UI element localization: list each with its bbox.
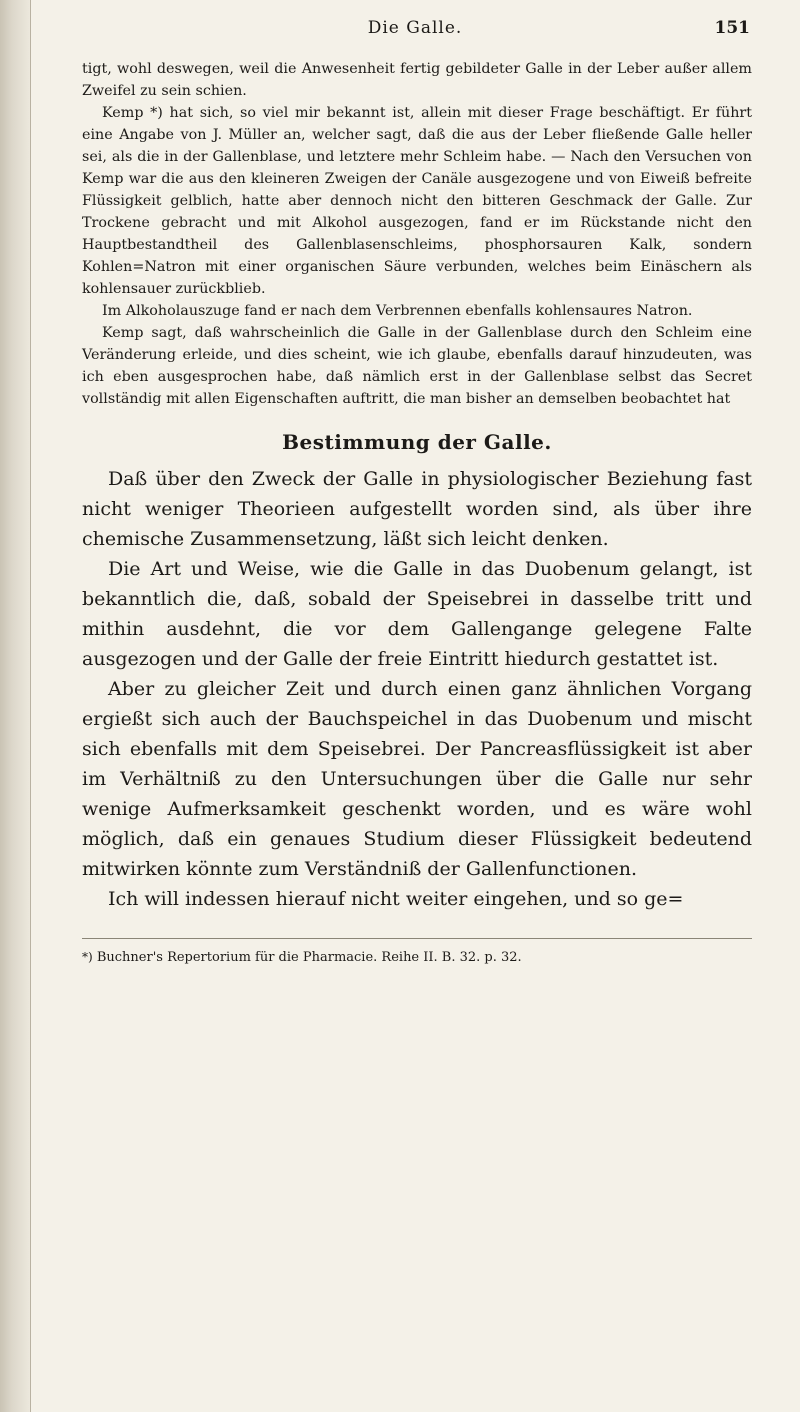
paragraph: Daß über den Zweck der Galle in physiologischer Beziehung fast nicht weniger Theorieen aufgestellt worden sind, als über ihre chemische Zusammensetzung, läßt sich leicht denken. xyxy=(82,468,752,550)
binding-gutter xyxy=(0,0,31,1412)
text-block xyxy=(82,58,752,968)
footnote-rule xyxy=(82,938,752,939)
paragraph: Im Alkoholauszuge fand er nach dem Verbrennen ebenfalls kohlensaures Natron. xyxy=(102,303,693,319)
paragraph: Ich will indessen hierauf nicht weiter eingehen, und so ge= xyxy=(108,888,684,910)
footnote-marker: *) xyxy=(82,950,93,964)
footnote-text: Buchner's Repertorium für die Pharmacie. Reihe II. B. 32. p. 32. xyxy=(96,950,522,965)
paragraph: Die Art und Weise, wie die Galle in das Duobenum gelangt, ist bekanntlich die, daß, sobald der Speisebrei in dasselbe tritt und mithin ausdehnt, die vor dem Gallengange gelegene Falte ausgezogen und der Galle der freie Eintritt hiedurch gestattet ist. xyxy=(82,558,752,670)
paragraph: Kemp sagt, daß wahrscheinlich die Galle in der Gallenblase durch den Schleim eine Veränderung erleide, und dies scheint, wie ich glaube, ebenfalls darauf hinzudeuten, was ich eben ausgesprochen habe, daß nämlich erst in der Gallenblase selbst das Secret vollständig mit allen Eigenschaften auftritt, die man bisher an demselben beobachtet hat xyxy=(82,325,752,407)
paragraph: Aber zu gleicher Zeit und durch einen ganz ähnlichen Vorgang ergießt sich auch der Bauchspeichel in das Duobenum und mischt sich ebenfalls mit dem Speisebrei. Der Pancreasflüssigkeit ist aber im Verhältniß zu den Untersuchungen über die Galle nur sehr wenige Aufmerksamkeit geschenkt worden, und es wäre wohl möglich, daß ein genaues Studium dieser Flüssigkeit bedeutend mitwirken könnte zum Verständniß der Gallenfunctionen. xyxy=(82,678,752,880)
paragraph: Kemp *) hat sich, so viel mir bekannt ist, allein mit dieser Frage beschäftigt. Er führt eine Angabe von J. Müller an, welcher sagt, daß die aus der Leber fließende Galle heller sei, als die in der Gallenblase, und letztere mehr Schleim habe. — Nach den Versuchen von Kemp war die aus den kleineren Zweigen der Canäle ausgezogene und von Eiweiß befreite Flüssigkeit gelblich, hatte aber dennoch nicht den bitteren Geschmack der Galle. Zur Trockene gebracht und mit Alkohol ausgezogen, fand er im Rückstande nicht den Hauptbestandtheil des Gallenblasenschleims, phosphorsauren Kalk, sondern Kohlen=Natron mit einer organischen Säure verbunden, welches beim Einäschern als kohlensauer zurückblieb. xyxy=(82,105,752,297)
large-print-section xyxy=(82,464,752,914)
paragraph: tigt, wohl deswegen, weil die Anwesenheit fertig gebildeter Galle in der Leber außer allem Zweifel zu sein schien. xyxy=(82,61,752,99)
page-number: 151 xyxy=(714,18,750,38)
small-print-section xyxy=(82,58,752,410)
page-header xyxy=(80,16,750,44)
footnote xyxy=(82,947,752,968)
section-heading: Bestimmung der Galle. xyxy=(282,430,552,454)
running-head: Die Galle. xyxy=(367,18,463,38)
